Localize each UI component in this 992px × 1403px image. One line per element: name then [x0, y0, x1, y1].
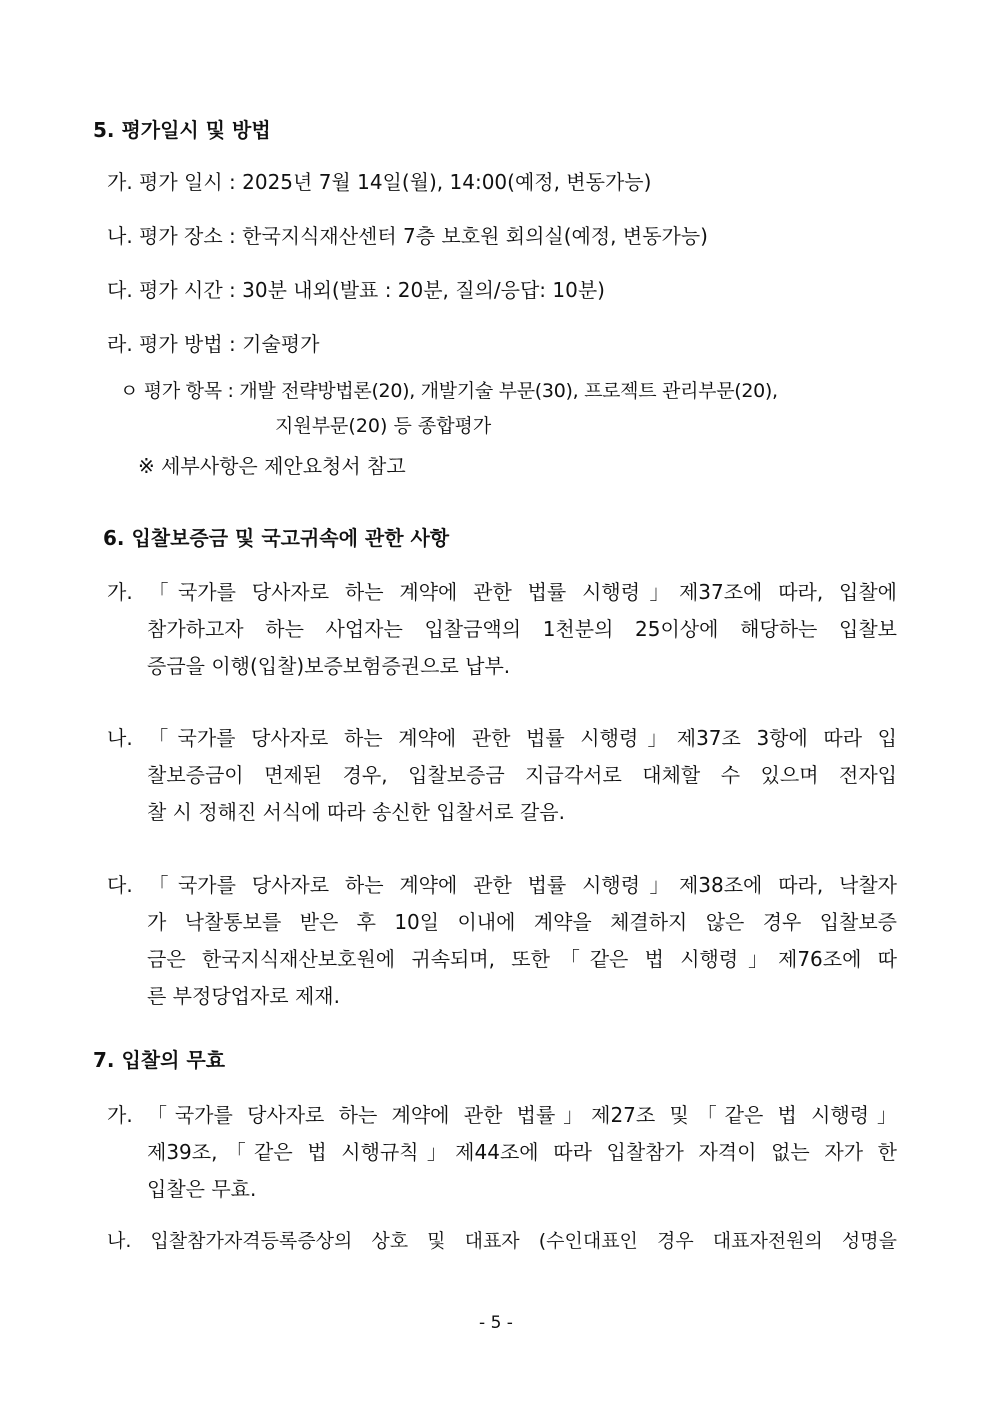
sec6-na-line1: 나. 「국가를 당사자로 하는 계약에 관한 법률 시행령」제37조 3항에 따라 입	[107, 726, 897, 750]
section-7-heading: 7. 입찰의 무효	[93, 1048, 226, 1072]
sec5-item-ra: 라. 평가 방법 : 기술평가	[107, 332, 320, 356]
sec7-ga-line3: 입찰은 무효.	[147, 1177, 257, 1201]
sec6-na-line3: 찰 시 정해진 서식에 따라 송신한 입찰서로 갈음.	[147, 800, 565, 824]
section-5-heading: 5. 평가일시 및 방법	[93, 118, 271, 142]
sec5-eval-items-line1: ㅇ 평가 항목 : 개발 전략방법론(20), 개발기술 부문(30), 프로젝트 관리부문(20),	[120, 380, 778, 402]
sec5-item-ga: 가. 평가 일시 : 2025년 7월 14일(월), 14:00(예정, 변동가능)	[107, 170, 652, 194]
sec6-ga-line3: 증금을 이행(입찰)보증보험증권으로 납부.	[147, 654, 511, 678]
sec5-item-na: 나. 평가 장소 : 한국지식재산센터 7층 보호원 회의실(예정, 변동가능)	[107, 224, 708, 248]
sec5-item-da: 다. 평가 시간 : 30분 내외(발표 : 20분, 질의/응답: 10분)	[107, 278, 605, 302]
section-6-heading: 6. 입찰보증금 및 국고귀속에 관한 사항	[103, 526, 450, 550]
sec6-ga-line1: 가. 「국가를 당사자로 하는 계약에 관한 법률 시행령」제37조에 따라, 입찰에	[107, 580, 897, 604]
sec6-da-line4: 른 부정당업자로 제재.	[147, 984, 340, 1008]
page-number: - 5 -	[479, 1313, 513, 1333]
sec6-ga-line2: 참가하고자 하는 사업자는 입찰금액의 1천분의 25이상에 해당하는 입찰보	[147, 617, 897, 641]
sec7-ga-line2: 제39조,「같은 법 시행규칙」제44조에 따라 입찰참가 자격이 없는 자가 한	[147, 1140, 897, 1164]
sec5-note: ※ 세부사항은 제안요청서 참고	[138, 454, 406, 478]
sec7-ga-line1: 가. 「국가를 당사자로 하는 계약에 관한 법률」제27조 및「같은 법 시행령」	[107, 1103, 897, 1127]
sec5-eval-items-line2: 지원부문(20) 등 종합평가	[275, 415, 492, 437]
sec6-da-line1: 다. 「국가를 당사자로 하는 계약에 관한 법률 시행령」제38조에 따라, 낙찰자	[107, 873, 897, 897]
sec7-na-line1: 나. 입찰참가자격등록증상의 상호 및 대표자 (수인대표인 경우 대표자전원의 성명을	[107, 1230, 897, 1252]
sec6-da-line3: 금은 한국지식재산보호원에 귀속되며, 또한「같은 법 시행령」제76조에 따	[147, 947, 897, 971]
sec6-na-line2: 찰보증금이 면제된 경우, 입찰보증금 지급각서로 대체할 수 있으며 전자입	[147, 763, 897, 787]
sec6-da-line2: 가 낙찰통보를 받은 후 10일 이내에 계약을 체결하지 않은 경우 입찰보증	[147, 910, 897, 934]
